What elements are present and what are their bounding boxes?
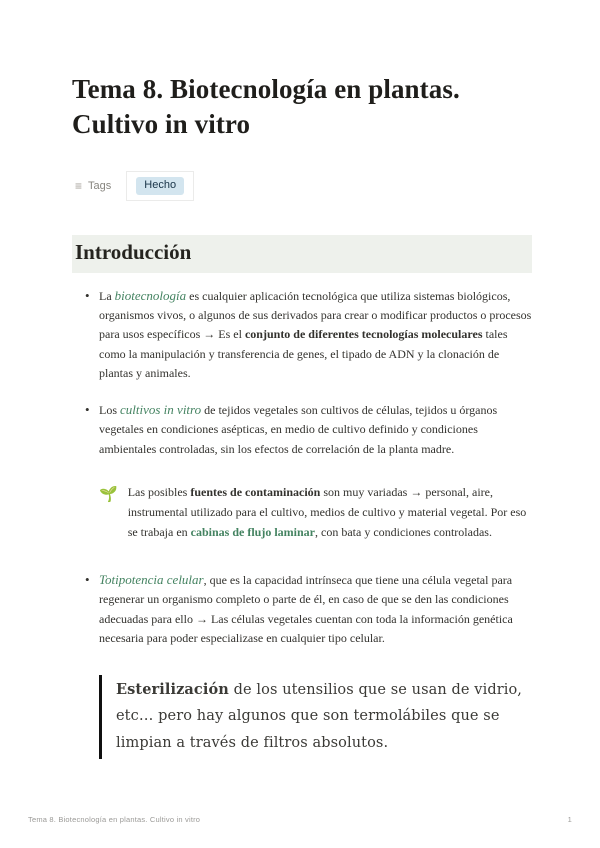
tags-property-row: [72, 171, 194, 201]
seedling-icon: 🌱: [99, 485, 118, 504]
sterilization-quote: [99, 675, 532, 759]
tags-property-label: [72, 171, 126, 201]
bullet-item-cultivos-in-vitro: • Los cultivos in vitro de tejidos vegetales son cultivos de células, tejidos u órganos vegetales en condiciones asépticas, en medio de cultivo definido y condiciones ambientales controladas, sin los efectos de correlación de la planta madre.: [84, 399, 532, 459]
list-icon: ≡: [75, 179, 83, 194]
intro-bullet-list: [72, 285, 532, 460]
tags-label: Tags: [88, 180, 112, 193]
contamination-callout: [99, 483, 532, 543]
footer-title: Tema 8. Biotecnología en plantas. Cultivo in vitro: [28, 815, 201, 824]
tags-property-value: [126, 171, 194, 201]
page-number: 1: [567, 815, 572, 824]
totipotencia-bullet-list: [72, 569, 532, 649]
bullet-item-biotecnologia: • La biotecnología es cualquier aplicación tecnológica que utiliza sistemas biológicos, organismos vivos, o algunos de sus derivados para crear o modificar productos o procesos para usos específicos → Es el conjunto de diferentes tecnologías moleculares tales como la manipulación y transferencia de genes, el tipado de ADN y la clonación de plantas y animales.: [84, 285, 532, 384]
page-footer: [28, 815, 572, 824]
callout-text: Las posibles fuentes de contaminación son muy variadas → personal, aire, instrumental utilizado para el cultivo, medios de cultivo y material vegetal. Por eso se trabaja en cabinas de flujo laminar, con bata y condiciones controladas.: [127, 485, 527, 539]
page-title: Tema 8. Biotecnología en plantas. Cultivo in vitro: [72, 74, 460, 139]
tag-badge-hecho: Hecho: [136, 177, 184, 195]
section-heading-introduccion: Introducción: [72, 235, 532, 272]
bullet-item-totipotencia: • Totipotencia celular, que es la capacidad intrínseca que tiene una célula vegetal para regenerar un organismo completo o parte de él, en caso de que se den las condiciones adecuadas para ello → Las células vegetales cuentan con toda la información genética necesaria para poder especializase en cualquier tipo celular.: [84, 569, 532, 649]
quote-text: Esterilización de los utensilios que se usan de vidrio, etc… pero hay algunos que son termolábiles que se limpian a través de filtros absolutos.: [116, 680, 523, 752]
